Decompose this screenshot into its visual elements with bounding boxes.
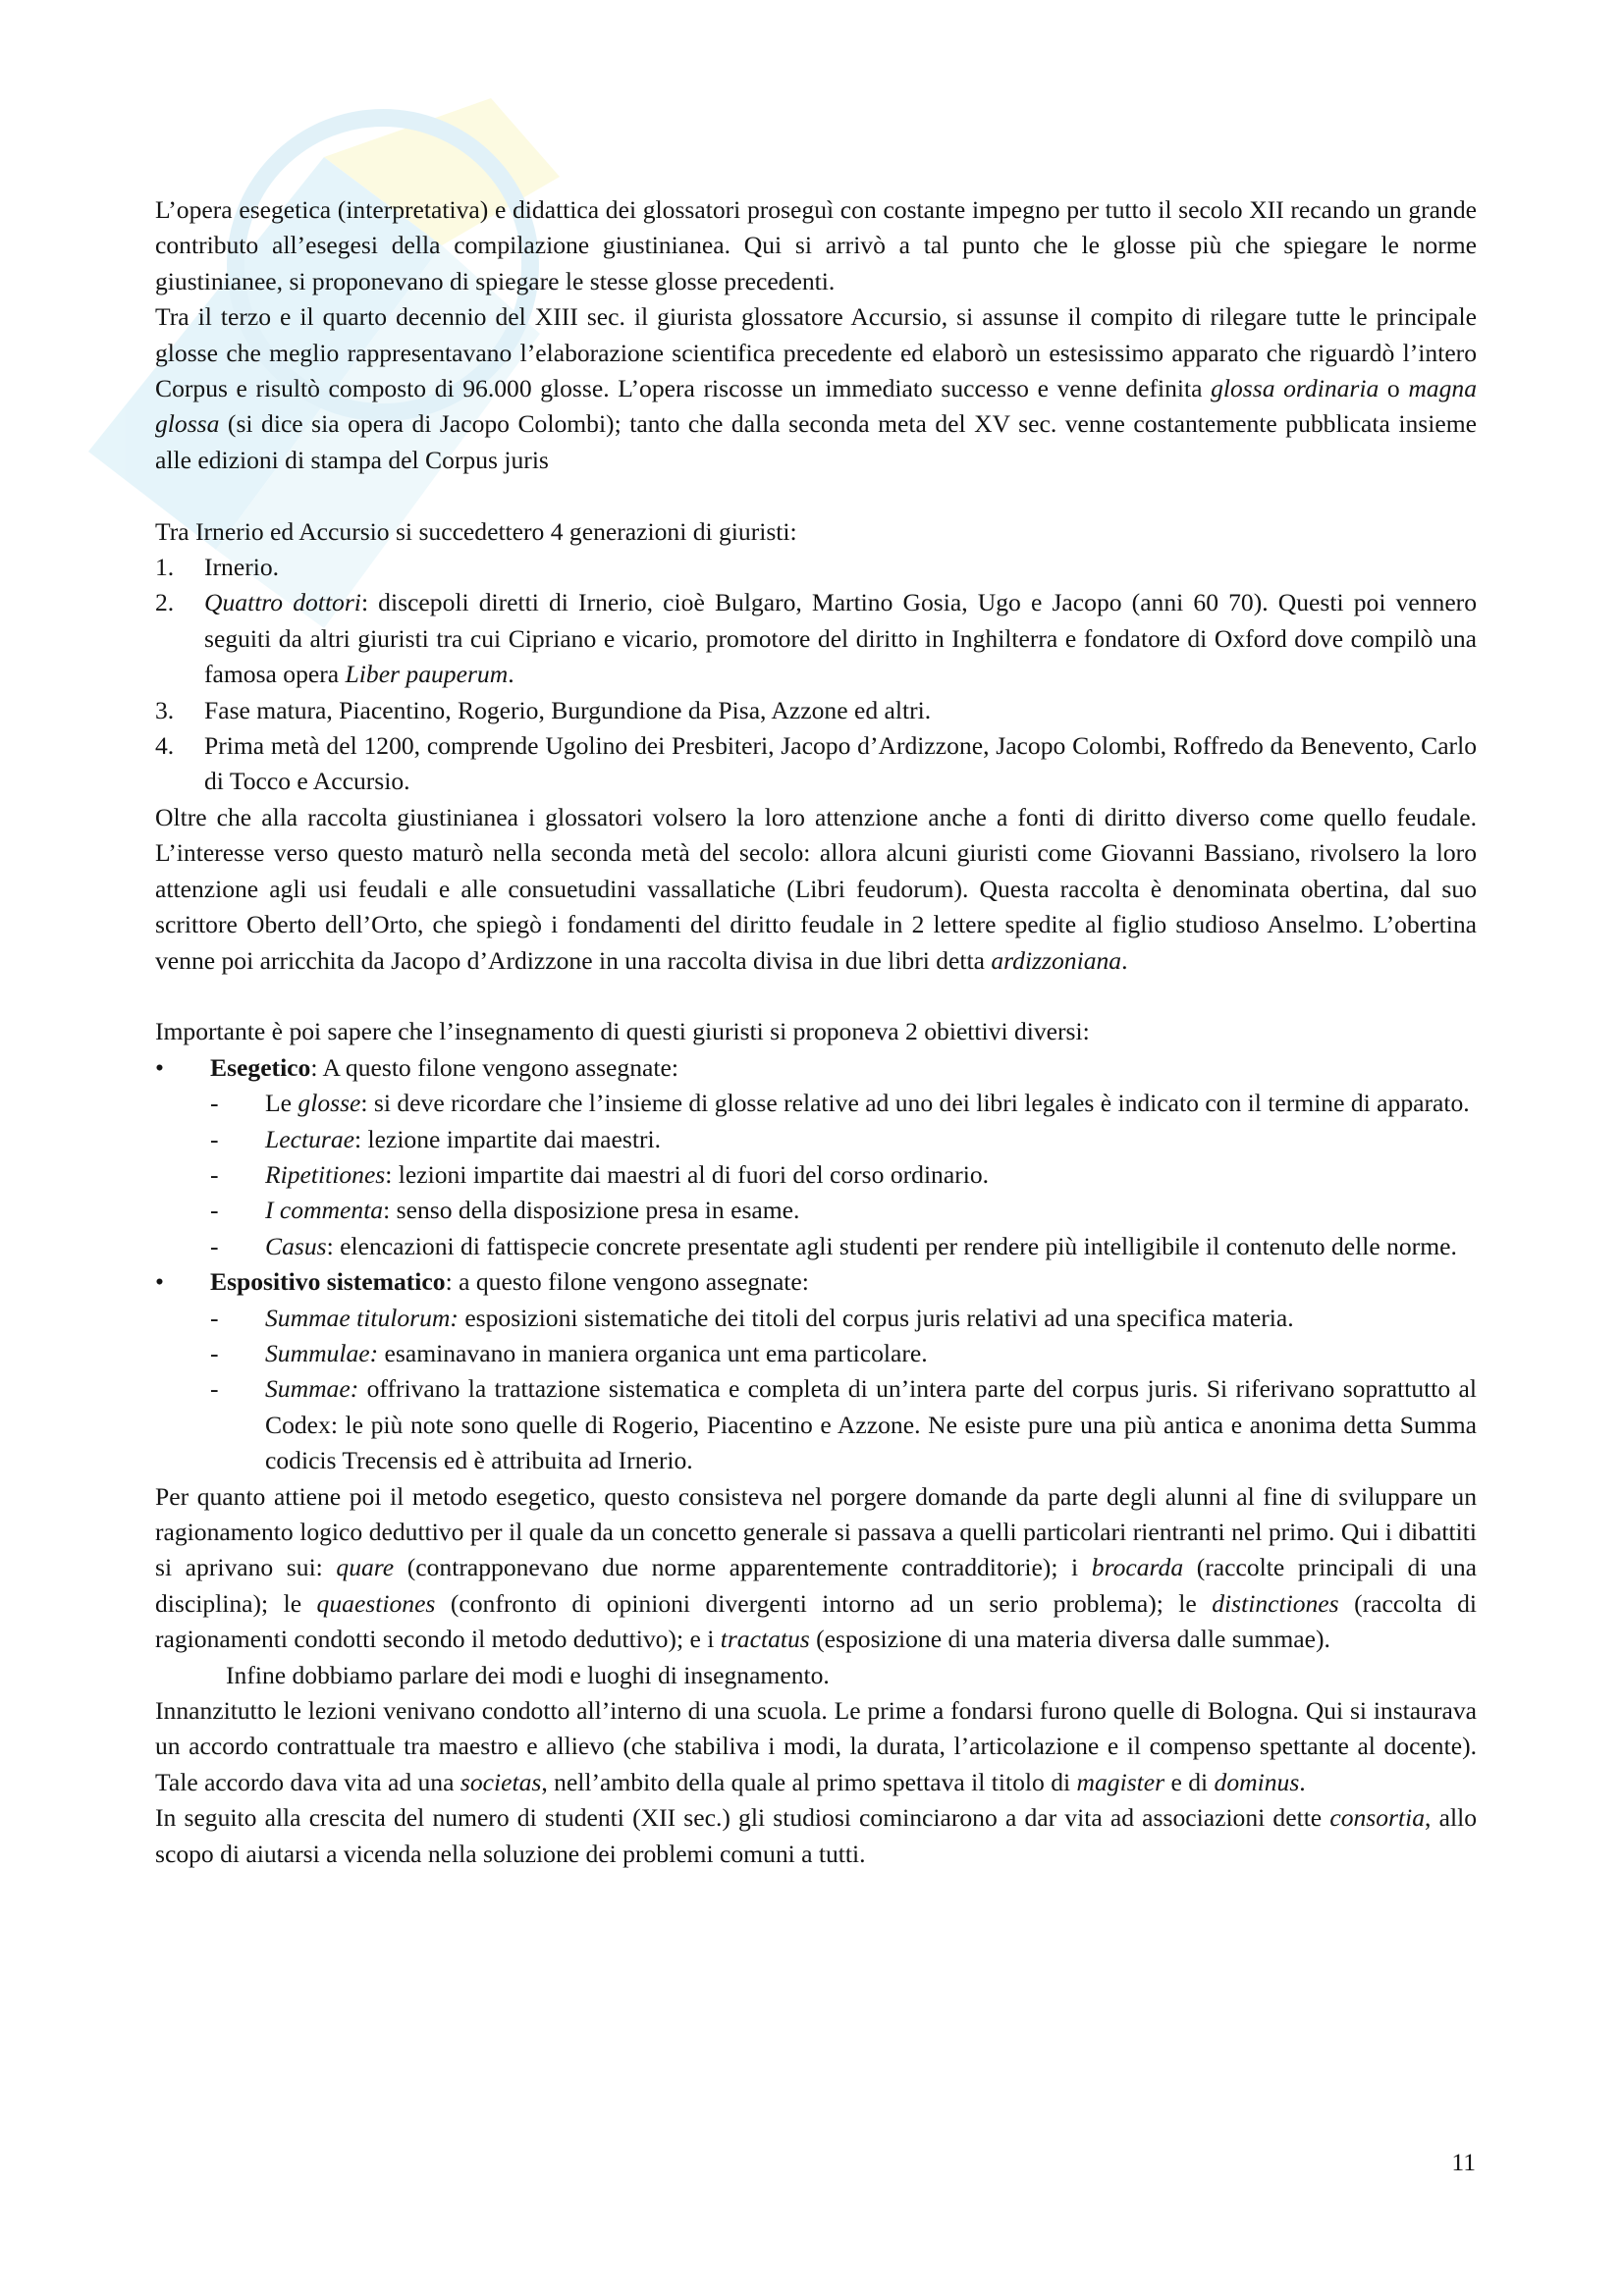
text-run: : elencazioni di fattispecie concrete presentate agli studenti per rendere più intelligibile il contenuto delle norme. (326, 1231, 1457, 1260)
text-run: o (1379, 374, 1409, 403)
dash-icon: - (210, 1338, 219, 1367)
term: Casus (265, 1231, 327, 1260)
list-number: 1. (155, 553, 175, 582)
text-run: Oltre che alla raccolta giustinianea i glossatori volsero la loro attenzione anche a fonti di diritto diverso come quello feudale. L’interesse verso questo maturò nella seconda metà del secolo: allora alcuni giuristi come Giovanni Bassiano, rivolsero la loro attenzione agli usi feudali e alle consuetudini vassallatiche (Libri feudorum). Questa raccolta è denominata obertina, dal suo scrittore Oberto dell’Orto, che spiegò i fondamenti del diritto feudale in 2 lettere spedite al figlio studioso Anselmo. L’obertina venne poi arricchita da Jacopo d’Ardizzone in una raccolta divisa in due libri detta (155, 802, 1477, 975)
paragraph-obiettivi: Importante è poi sapere che l’insegnamento di questi giuristi si proponeva 2 obiettivi diversi: (155, 1017, 1090, 1046)
dash-icon: - (210, 1374, 219, 1404)
text-run: Innanzitutto le lezioni venivano condotto all’interno di una scuola. Le prime a fondarsi furono quelle di Bologna. Qui si instaurava un accordo contrattuale tra maestro e allievo (che stabiliva i modi, la durata, l’articolazione e il compenso spettante al docente). Tale accordo dava vita ad una (155, 1696, 1477, 1796)
text-run: (si dice sia opera di Jacopo Colombi); tanto che dalla seconda meta del XV sec. venne costantemente pubblicata insieme alle edizioni di stampa del Corpus juris (155, 409, 1477, 474)
term: Summae titulorum: (265, 1303, 459, 1332)
bullet-heading (210, 1050, 1477, 1086)
term-societas: societas (460, 1767, 542, 1796)
list-text: : discepoli diretti di Irnerio, cioè Bulgaro, Martino Gosia, Ugo e Jacopo (anni 60 70). Questi poi vennero seguiti da altri giuristi tra cui Cipriano e vicario, promotore del diritto in Inghilterra e fondatore di Oxford dove compilò una famosa opera (204, 588, 1478, 689)
bullet-heading (210, 1264, 1477, 1300)
term-esegetico: Esegetico (210, 1052, 311, 1082)
term: Ripetitiones (265, 1159, 386, 1189)
list-number: 4. (155, 731, 175, 761)
list-item (210, 1193, 1477, 1228)
dash-icon: - (210, 1231, 219, 1260)
text-run: esaminavano in maniera organica unt ema particolare. (378, 1338, 928, 1367)
esegetico-list (210, 1086, 1477, 1264)
dash-icon: - (210, 1196, 219, 1225)
term-brocarda: brocarda (1091, 1553, 1184, 1582)
term-quare: quare (336, 1553, 395, 1582)
dash-icon: - (210, 1159, 219, 1189)
text-run: offrivano la trattazione sistematica e completa di un’intera parte del corpus juris. Si riferivano soprattutto al Codex: le più note sono quelle di Rogerio, Piacentino e Azzone. Ne esiste pure una più antica e anonima detta Summa codicis Trecensis ed è attribuita ad Irnerio. (265, 1374, 1477, 1475)
list-item (210, 1157, 1477, 1193)
text-run: (raccolte principali di una disciplina); le (155, 1553, 1477, 1618)
term-ardizzoniana: ardizzoniana (991, 945, 1122, 975)
list-number: 2. (155, 588, 175, 617)
spacer (155, 478, 1477, 513)
list-text: Prima metà del 1200, comprende Ugolino dei Presbiteri, Jacopo d’Ardizzone, Jacopo Colombi, Roffredo da Benevento, Carlo di Tocco e Accursio. (204, 731, 1477, 796)
dash-icon: - (210, 1124, 219, 1153)
text-run: : A questo filone vengono assegnate: (310, 1052, 678, 1082)
term-liber-pauperum: Liber pauperum (345, 660, 509, 689)
list-item (210, 1229, 1477, 1264)
document-body (155, 192, 1477, 1872)
generations-list (155, 550, 1477, 800)
term-dominus: dominus (1214, 1767, 1300, 1796)
paragraph-accursio (155, 299, 1477, 478)
term-quattro-dottori: Quattro dottori (204, 588, 361, 617)
term: Summulae: (265, 1338, 379, 1367)
bullet-icon: • (155, 1052, 164, 1082)
text-run: esposizioni sistematiche dei titoli del corpus juris relativi ad una specifica materia. (458, 1303, 1294, 1332)
text-run: Per quanto attiene poi il metodo esegetico, questo consisteva nel porgere domande da parte degli alunni al fine di sviluppare un ragionamento logico deduttivo per il quale da un concetto generale si passava a quelli particolari rientranti nel primo. Qui i dibattiti si aprivano sui: (155, 1481, 1477, 1582)
term: Lecturae (265, 1124, 354, 1153)
text-run: , allo scopo di aiutarsi a vicenda nella soluzione dei problemi comuni a tutti. (155, 1803, 1477, 1868)
text-run: Tra il terzo e il quarto decennio del XIII sec. il giurista glossatore Accursio, si assunse il compito di rilegare tutte le principale glosse che meglio rappresentavano l’elaborazione scientifica precedente ed elaborò un estesissimo apparato che riguardò l’intero Corpus e risultò composto di 96.000 glosse. L’opera riscosse un immediato successo e venne definita (155, 302, 1477, 403)
text-run: . (1121, 945, 1128, 975)
term-espositivo: Espositivo sistematico (210, 1267, 446, 1297)
text-run: (confronto di opinioni divergenti intorno ad un serio problema); le (435, 1588, 1213, 1618)
text-run: : lezioni impartite dai maestri al di fuori del corso ordinario. (385, 1159, 990, 1189)
list-item (210, 1122, 1477, 1157)
text-run: Le (265, 1089, 298, 1118)
text-run: , nell’ambito della quale al primo spettava il titolo di (541, 1767, 1077, 1796)
espositivo-list (210, 1301, 1477, 1479)
term: I commenta (265, 1196, 384, 1225)
term-distinctiones: distinctiones (1212, 1588, 1339, 1618)
list-item (210, 1086, 1477, 1121)
text-run: . (1299, 1767, 1306, 1796)
bullet-espositivo (155, 1264, 1477, 1478)
term-quaestiones: quaestiones (316, 1588, 436, 1618)
list-item (210, 1336, 1477, 1371)
bullet-icon: • (155, 1267, 164, 1297)
term: glosse (298, 1089, 361, 1118)
term-glossa-ordinaria: glossa ordinaria (1211, 374, 1380, 403)
page-number: 11 (1451, 2148, 1476, 2176)
list-item (155, 550, 1477, 585)
paragraph-modi-luoghi: Infine dobbiamo parlare dei modi e luoghi di insegnamento. (226, 1660, 830, 1689)
paragraph-glossatori: L’opera esegetica (interpretativa) e didattica dei glossatori proseguì con costante impegno per tutto il secolo XII recando un grande contributo all’esegesi della compilazione giustinianea. Qui si arrivò a tal punto che le glosse più che spiegare le norme giustinianee, si proponevano di spiegare le stesse glosse precedenti. (155, 195, 1477, 295)
text-run: : si deve ricordare che l’insieme di glosse relative ad uno dei libri legales è indicato con il termine di apparato. (360, 1089, 1470, 1118)
dash-icon: - (210, 1089, 219, 1118)
spacer (155, 979, 1477, 1014)
text-run: (contrapponevano due norme apparentemente contradditorie); i (394, 1553, 1092, 1582)
term-tractatus: tractatus (720, 1625, 810, 1654)
text-run: : a questo filone vengono assegnate: (445, 1267, 809, 1297)
list-number: 3. (155, 695, 175, 724)
list-text: Fase matura, Piacentino, Rogerio, Burgundione da Pisa, Azzone ed altri. (204, 695, 932, 724)
paragraph-scuole (155, 1693, 1477, 1800)
dash-icon: - (210, 1303, 219, 1332)
text-run: : lezione impartite dai maestri. (353, 1124, 661, 1153)
term-consortia: consortia (1329, 1803, 1426, 1833)
paragraph-feudale (155, 800, 1477, 979)
term: Summae: (265, 1374, 359, 1404)
text-run: : senso della disposizione presa in esame. (383, 1196, 800, 1225)
list-text: Irnerio. (204, 553, 280, 582)
text-run: In seguito alla crescita del numero di studenti (XII sec.) gli studiosi cominciarono a dar vita ad associazioni dette (155, 1803, 1330, 1833)
list-item (155, 585, 1477, 692)
list-item (155, 693, 1477, 728)
term-magna-glossa: magna glossa (155, 374, 1477, 439)
text-run: e di (1164, 1767, 1215, 1796)
paragraph-generations-intro: Tra Irnerio ed Accursio si succedettero 4 generazioni di giuristi: (155, 516, 797, 546)
bullet-esegetico (155, 1050, 1477, 1264)
text-run: (raccolta di ragionamenti condotti secondo il metodo deduttivo); e i (155, 1588, 1477, 1654)
text-run: (esposizione di una materia diversa dalle summae). (809, 1625, 1330, 1654)
list-item (155, 728, 1477, 800)
paragraph-metodo (155, 1479, 1477, 1658)
list-text: . (508, 660, 514, 689)
term-magister: magister (1076, 1767, 1165, 1796)
paragraph-consortia (155, 1800, 1477, 1872)
list-item (210, 1371, 1477, 1478)
list-item (210, 1301, 1477, 1336)
